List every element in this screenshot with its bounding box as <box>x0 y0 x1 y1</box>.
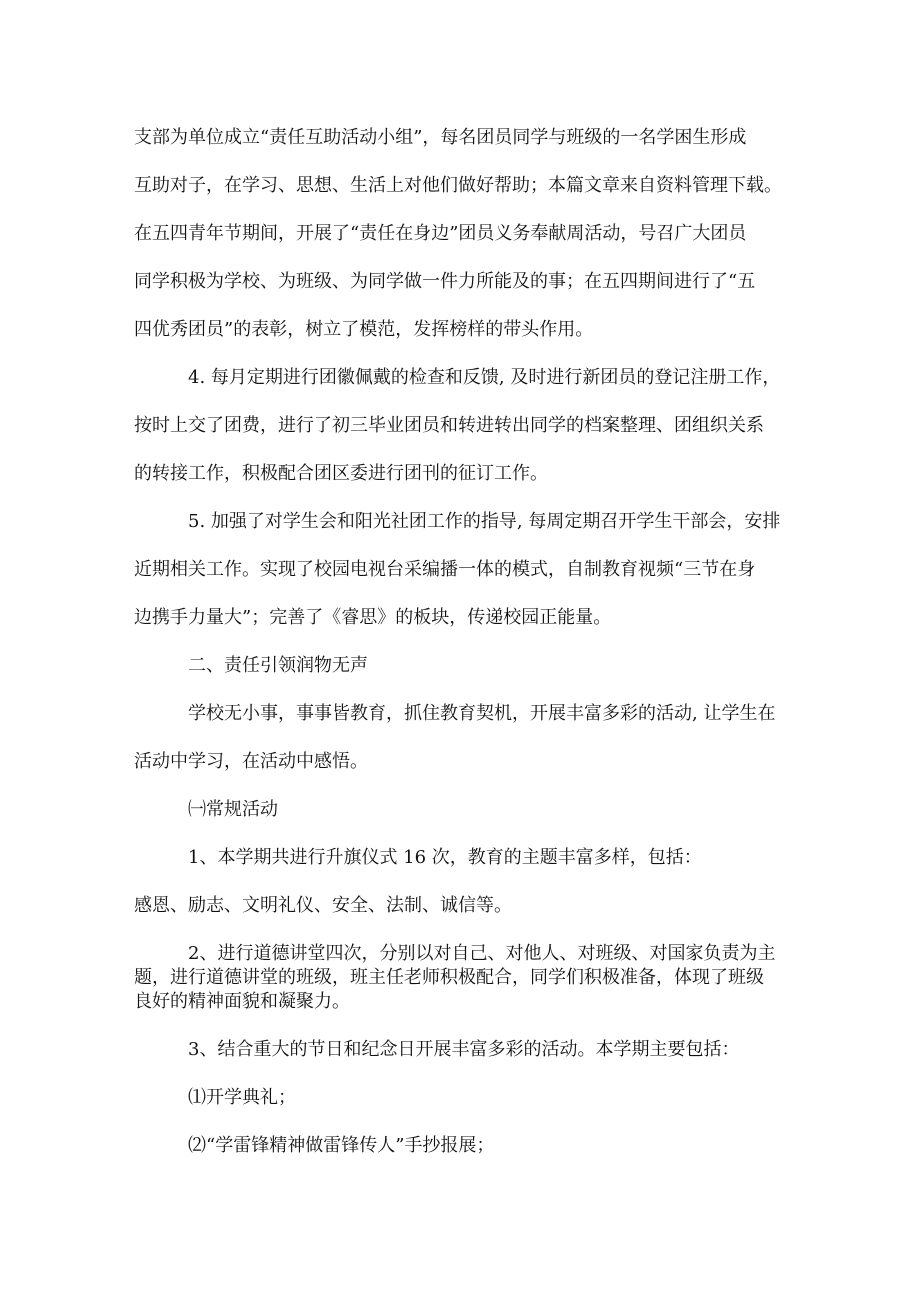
paragraph-line: 在五四青年节期间，开展了“责任在身边”团员义务奉献周活动，号召广大团员 <box>134 223 747 244</box>
paragraph-line: 的转接工作，积极配合团区委进行团刊的征订工作。 <box>134 463 548 484</box>
subsection-heading: ㈠常规活动 <box>188 799 278 820</box>
paragraph-line: 四优秀团员”的表彰，树立了模范，发挥榜样的带头作用。 <box>134 319 594 340</box>
paragraph-line: 同学积极为学校、为班级、为同学做一件力所能及的事；在五四期间进行了“五 <box>134 271 756 292</box>
paragraph-line: 3、结合重大的节日和纪念日开展丰富多彩的活动。本学期主要包括： <box>188 1039 740 1060</box>
paragraph-line: 近期相关工作。实现了校园电视台采编播一体的模式，自制教育视频“三节在身 <box>134 559 756 580</box>
paragraph-line: 支部为单位成立“责任互助活动小组”，每名团员同学与班级的一名学困生形成 <box>134 127 747 148</box>
paragraph-line: 良好的精神面貌和凝聚力。 <box>134 991 350 1012</box>
list-item: ⑴开学典礼； <box>188 1087 296 1108</box>
paragraph-line: 感恩、励志、文明礼仪、安全、法制、诚信等。 <box>134 895 512 916</box>
paragraph-line: 2、进行道德讲堂四次，分别以对自己、对他人、对班级、对国家负责为主 <box>188 943 776 964</box>
paragraph-line: 1、本学期共进行升旗仪式 16 次，教育的主题丰富多样，包括： <box>188 847 702 868</box>
paragraph-line: 边携手力量大”；完善了《睿思》的板块，传递校园正能量。 <box>134 607 612 628</box>
paragraph-line: 题，进行道德讲堂的班级，班主任老师积极配合，同学们积极准备，体现了班级 <box>134 967 764 988</box>
list-item: ⑵“学雷锋精神做雷锋传人”手抄报展； <box>188 1135 495 1156</box>
paragraph-line: 5. 加强了对学生会和阳光社团工作的指导, 每周定期召开学生干部会，安排 <box>188 511 781 532</box>
paragraph-line: 活动中学习，在活动中感悟。 <box>134 751 368 772</box>
paragraph-line: 按时上交了团费，进行了初三毕业团员和转进转出同学的档案整理、团组织关系 <box>134 415 764 436</box>
paragraph-line: 互助对子，在学习、思想、生活上对他们做好帮助；本篇文章来自资料管理下载。 <box>134 175 782 196</box>
paragraph-line: 4. 每月定期进行团徽佩戴的检查和反馈, 及时进行新团员的登记注册工作， <box>188 367 781 388</box>
section-heading: 二、责任引领润物无声 <box>188 655 368 676</box>
paragraph-line: 学校无小事，事事皆教育，抓住教育契机，开展丰富多彩的活动, 让学生在 <box>188 703 776 724</box>
